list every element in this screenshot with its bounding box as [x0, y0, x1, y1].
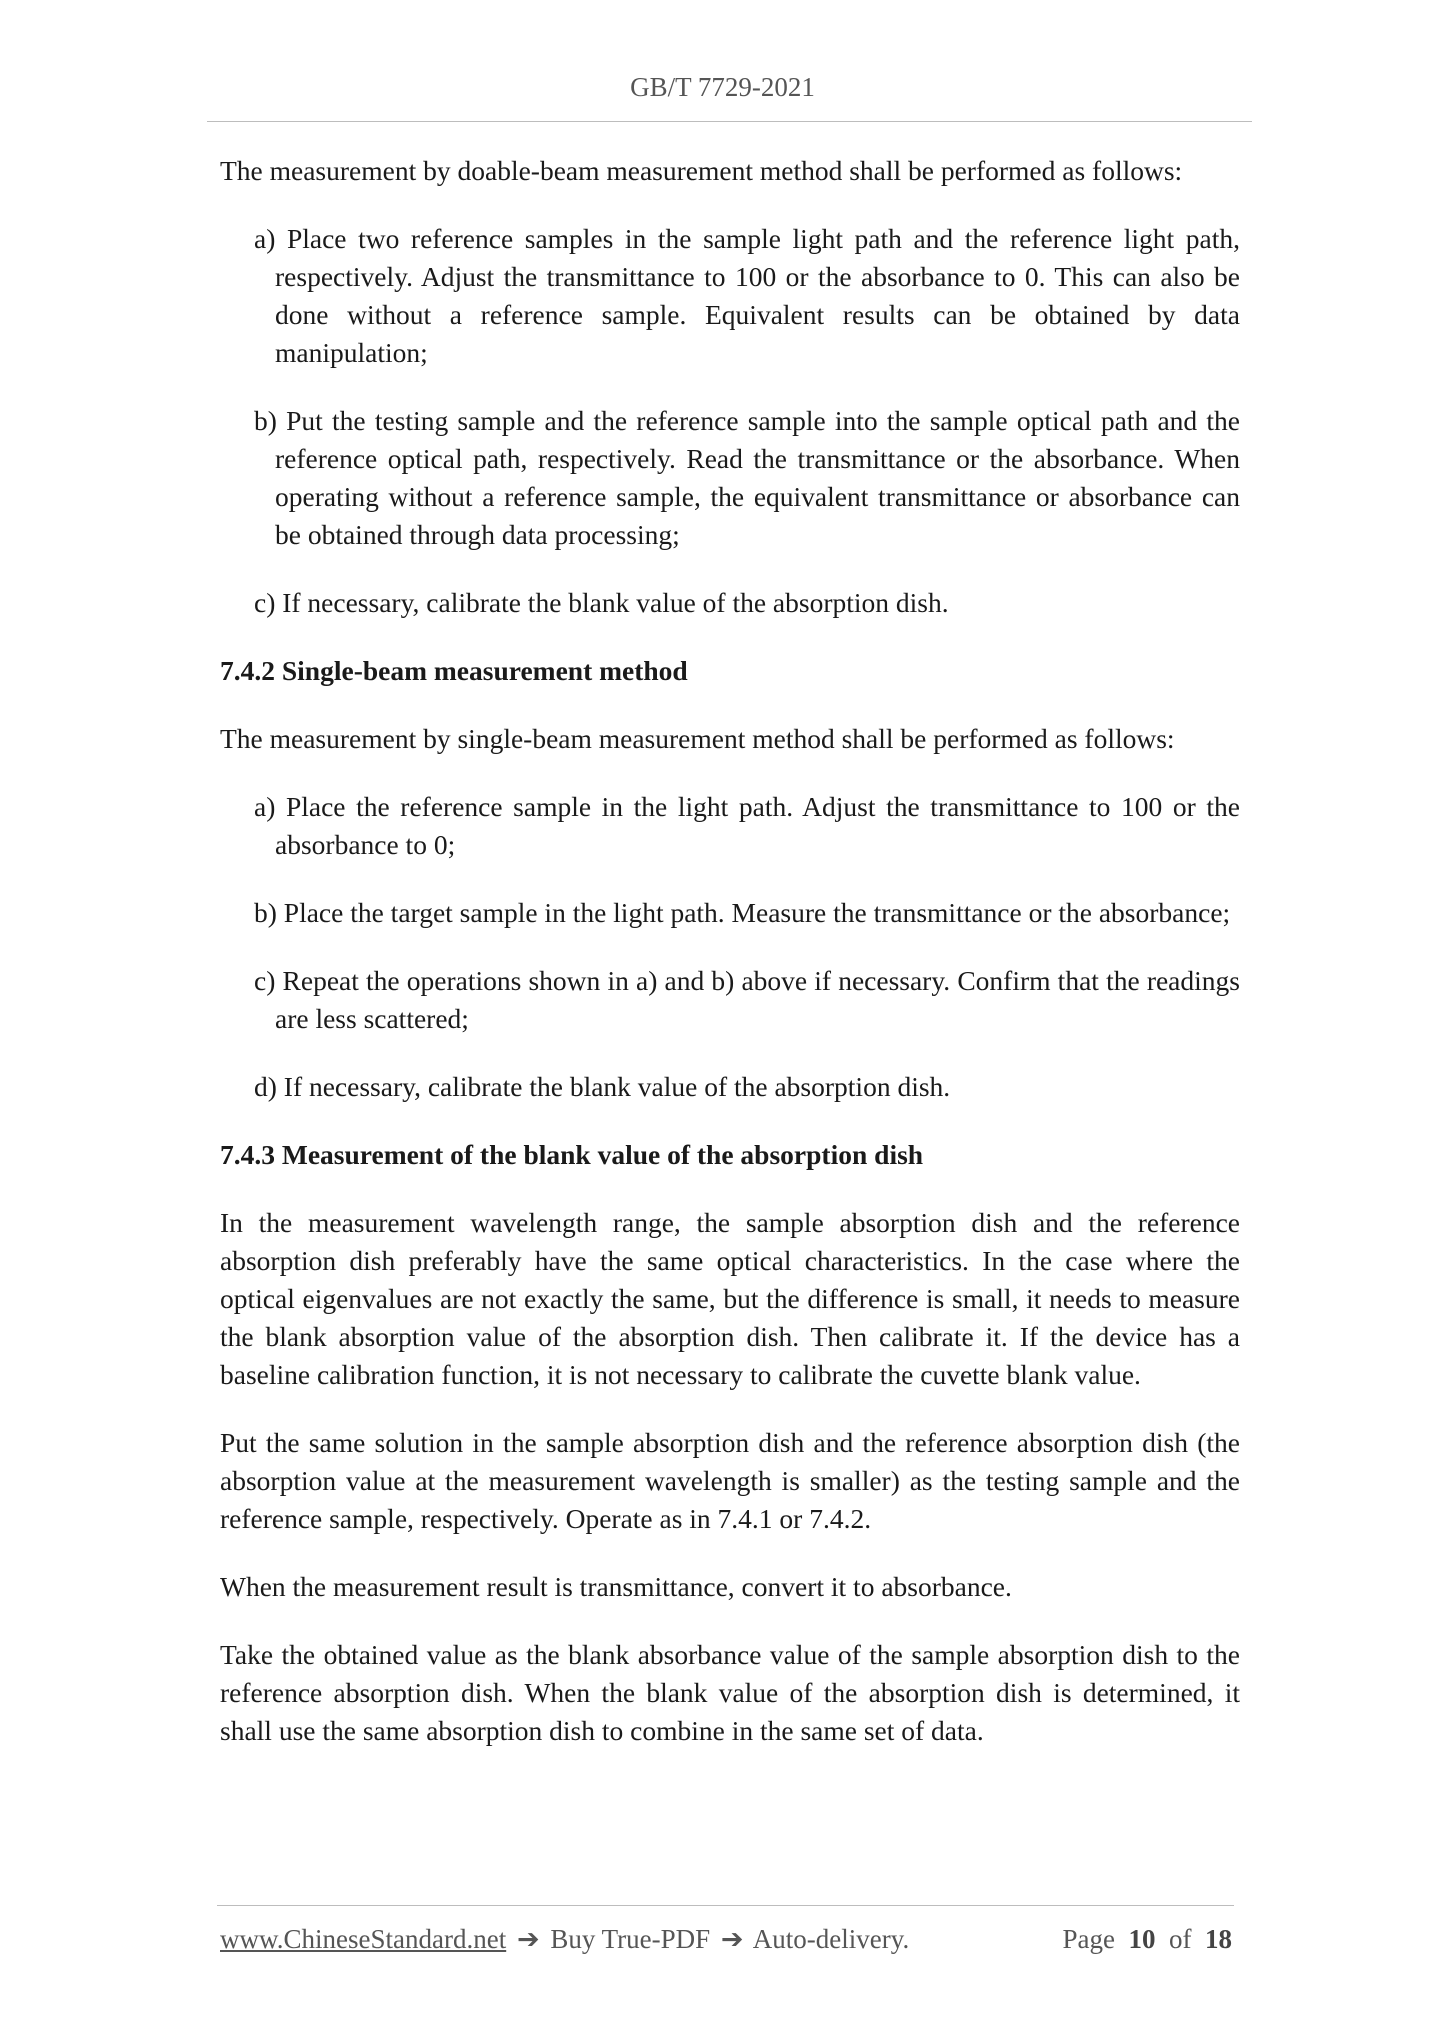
double-beam-step-b: b) Put the testing sample and the reference sample into the sample optical path and the reference optical path, respectively. Read the transmittance or the absorbance. When operating without a reference sample, the equivalent transmittance or absorbance can be obtained through data processing;: [254, 405, 1240, 550]
arrow-right-icon: ➔: [516, 1924, 540, 1954]
blank-value-paragraph-4: Take the obtained value as the blank absorbance value of the sample absorption dish to the reference absorption dish. When the blank value of the absorption dish is determined, it shall use the same absorption dish to combine in the same set of data.: [220, 1639, 1240, 1746]
blank-value-paragraph-2: Put the same solution in the sample absorption dish and the reference absorption dish (the absorption value at the measurement wavelength is smaller) as the testing sample and the reference sample, respectively. Operate as in 7.4.1 or 7.4.2.: [220, 1427, 1240, 1534]
website-link[interactable]: www.ChineseStandard.net: [220, 1924, 507, 1954]
blank-value-paragraph-1: In the measurement wavelength range, the sample absorption dish and the reference absorption dish preferably have the same optical characteristics. In the case where the optical eigenvalues are not exactly the same, but the difference is small, it needs to measure the blank absorption value of the absorption dish. Then calibrate it. If the device has a baseline calibration function, it is not necessary to calibrate the cuvette blank value.: [220, 1207, 1240, 1390]
single-beam-step-c: c) Repeat the operations shown in a) and b) above if necessary. Confirm that the readings are less scattered;: [254, 965, 1240, 1034]
page-label: Page: [1062, 1924, 1115, 1954]
document-body: [220, 152, 1240, 1780]
arrow-right-icon: ➔: [720, 1924, 744, 1954]
header-divider: [207, 121, 1252, 122]
double-beam-step-a: a) Place two reference samples in the sample light path and the reference light path, respectively. Adjust the transmittance to 100 or the absorbance to 0. This can also be done without a reference sample. Equivalent results can be obtained by data manipulation;: [254, 223, 1240, 368]
single-beam-step-a: a) Place the reference sample in the light path. Adjust the transmittance to 100 or the absorbance to 0;: [254, 791, 1240, 860]
page-indicator: [1063, 1924, 1232, 1955]
page-total-number: 18: [1205, 1924, 1232, 1954]
footer-divider: [217, 1905, 1234, 1906]
single-beam-step-d: d) If necessary, calibrate the blank value of the absorption dish.: [254, 1071, 951, 1102]
page-header-title: GB/T 7729-2021: [630, 72, 815, 102]
footer-promo: [220, 1924, 909, 1955]
double-beam-step-c: c) If necessary, calibrate the blank value of the absorption dish.: [254, 587, 949, 618]
blank-value-paragraph-3: When the measurement result is transmittance, convert it to absorbance.: [220, 1571, 1012, 1602]
single-beam-intro: The measurement by single-beam measurement method shall be performed as follows:: [220, 723, 1175, 754]
section-heading-7-4-3: 7.4.3 Measurement of the blank value of the absorption dish: [220, 1139, 924, 1170]
buy-true-pdf-text: Buy True-PDF: [550, 1924, 711, 1954]
page-of-label: of: [1169, 1924, 1192, 1954]
section-heading-7-4-2: 7.4.2 Single-beam measurement method: [220, 655, 688, 686]
single-beam-step-b: b) Place the target sample in the light path. Measure the transmittance or the absorbance;: [254, 897, 1231, 928]
auto-delivery-text: Auto-delivery.: [752, 1924, 910, 1954]
double-beam-intro: The measurement by doable-beam measurement method shall be performed as follows:: [220, 155, 1183, 186]
page-current-number: 10: [1128, 1924, 1156, 1954]
